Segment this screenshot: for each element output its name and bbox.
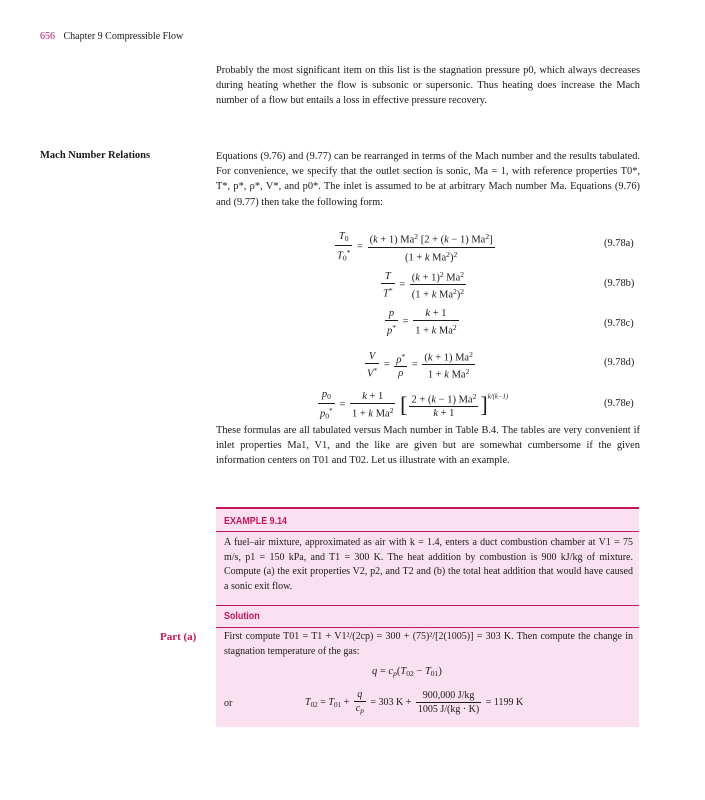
- solution-bottom-rule: [216, 627, 639, 628]
- example-title: EXAMPLE 9.14: [224, 515, 288, 527]
- equation-d: $\frac{V}{V^*}$ = $\frac{\rho^*}{\rho}$ = $\frac{(k + 1) Ma^2}{1 + k Ma^2}$: [367, 350, 473, 381]
- after-equations-paragraph: [216, 423, 640, 469]
- page-header: [40, 31, 183, 42]
- page-number: 656: [40, 31, 55, 42]
- intro-text: Probably the most significant item on this list is the stagnation pressure p0, which always decreases during heating whether the flow is subsonic or supersonic. Thus heating does increase the Mach number of a flow but entails a loss in effective pressure recovery.: [216, 65, 640, 107]
- after-equations-text: These formulas are all tabulated versus Mach number in Table B.4. The tables are very convenient if inlet properties Ma1, V1, and the like are given but are somewhat cumbersome if the given information centers on T01 and T02. Let us illustrate with an example.: [216, 425, 640, 467]
- or-label: or: [224, 698, 233, 709]
- equation-c: $\frac{p}{p^*}$ = $\frac{k + 1}{1 + k Ma^2}$: [387, 308, 457, 337]
- section-text: Equations (9.76) and (9.77) can be rearranged in terms of the Mach number and the results tabulated. For convenience, we specify that the outlet section is sonic, Ma = 1, with reference properties T0*, T*, p*, ρ*, V*, and p0*. The inlet is assumed to be at arbitrary Mach number Ma. Equations (9.76) and (9.77) then take the following form:: [216, 151, 640, 208]
- section-paragraph: [216, 149, 640, 210]
- equation-d-label: (9.78d): [604, 357, 635, 368]
- intro-paragraph: [216, 63, 640, 109]
- section-title: Mach Number Relations: [40, 150, 151, 161]
- example-problem-text: A fuel–air mixture, approximated as air with k = 1.4, enters a duct combustion chamber at V1 = 75 m/s, p1 = 150 kPa, and T1 = 300 K. The heat addition by combustion is 900 kJ/kg of mixture. Compute (a) the exit properties V2, p2, and T2 and (b) the total heat addition that would have caused a sonic exit flow.: [224, 537, 633, 592]
- equation-b-label: (9.78b): [604, 278, 635, 289]
- equation-c-label: (9.78c): [604, 318, 634, 329]
- equation-a: $\frac{T_0}{T_0^*}$ = $\frac{(k + 1) Ma^2 [2 + (k - 1) Ma^2]}{(1 + k Ma^2)^2}$: [337, 231, 493, 263]
- part-a-text: First compute T01 = T1 + V1²/(2cp) = 300 + (75)²/[2(1005)] = 303 K. Then compute the change in stagnation temperature of the gas:: [224, 631, 633, 657]
- solution-top-rule: [216, 605, 639, 606]
- part-a-label: Part (a): [160, 631, 197, 643]
- heat-equation: $q = c_p(T_{02} - T_{01})$: [372, 666, 442, 678]
- t02-equation: $T_{02} = T_{01}$ + $\frac{q}{c_p}$ = 303 K + $\frac{900,000 J/kg}{1005 J/(kg \cdot K)}$ = 1199 K: [305, 689, 524, 716]
- equation-e-label: (9.78e): [604, 398, 634, 409]
- equation-e: $\frac{p_0}{p_0^*}$ = $\frac{k + 1}{1 + k Ma^2}$ [ $\frac{2 + (k - 1) Ma^2}{k + 1}$ ]$^{k/(k-1)}$: [320, 389, 509, 421]
- solution-label: Solution: [224, 610, 260, 622]
- equation-a-label: (9.78a): [604, 238, 634, 249]
- part-a-paragraph: [224, 630, 633, 659]
- example-problem: [224, 536, 633, 594]
- example-top-rule: [216, 507, 639, 509]
- example-title-rule: [216, 531, 639, 532]
- equation-b: $\frac{T}{T^*}$ = $\frac{(k + 1)^2 Ma^2}{(1 + k Ma^2)^2}$: [383, 270, 465, 301]
- chapter-title: Chapter 9 Compressible Flow: [63, 31, 184, 42]
